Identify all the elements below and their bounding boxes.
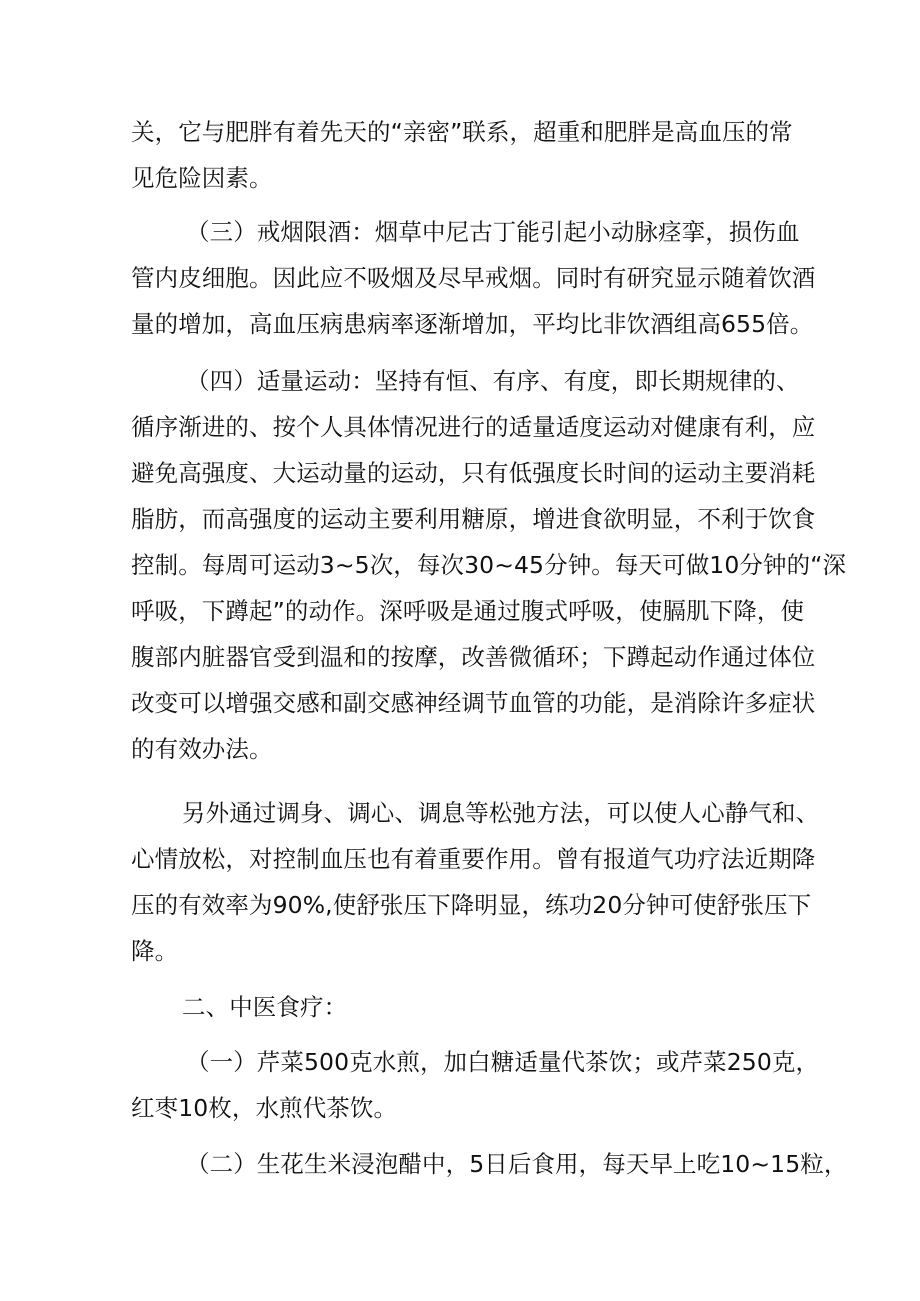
text-line: 呼吸，下蹲起”的动作。深呼吸是通过腹式呼吸，使膈肌下降，使 — [131, 597, 805, 625]
text-line: 避免高强度、大运动量的运动，只有低强度长时间的运动主要消耗 — [131, 459, 816, 487]
text-line: 管内皮细胞。因此应不吸烟及尽早戒烟。同时有研究显示随着饮酒 — [131, 264, 816, 292]
text-line: 控制。每周可运动3~5次，每次30~45分钟。每天可做10分钟的“深 — [131, 551, 847, 579]
text-line: 脂肪，而高强度的运动主要利用糖原，增进食欲明显，不利于饮食 — [131, 505, 816, 533]
section-heading: 二、中医食疗： — [182, 993, 348, 1021]
text-line: 另外通过调身、调心、调息等松弛方法，可以使人心静气和、 — [182, 799, 820, 827]
text-line: 见危险因素。 — [131, 164, 273, 192]
text-line: 腹部内脏器官受到温和的按摩，改善微循环；下蹲起动作通过体位 — [131, 643, 816, 671]
text-line: 改变可以增强交感和副交感神经调节血管的功能，是消除许多症状 — [131, 689, 816, 717]
text-line: 压的有效率为90%,使舒张压下降明显，练功20分钟可使舒张压下 — [131, 891, 812, 919]
text-line: 红枣10枚，水煎代茶饮。 — [131, 1094, 398, 1122]
text-line: 量的增加，高血压病患病率逐渐增加，平均比非饮酒组高655倍。 — [131, 310, 814, 338]
text-line: 的有效办法。 — [131, 735, 273, 763]
text-line: （四）适量运动：坚持有恒、有序、有度，即长期规律的、 — [186, 367, 800, 395]
text-line: （三）戒烟限酒：烟草中尼古丁能引起小动脉痉挛，损伤血 — [186, 218, 800, 246]
text-line: 降。 — [131, 937, 179, 965]
text-line: （二）生花生米浸泡醋中，5日后食用，每天早上吃10~15粒， — [186, 1150, 848, 1178]
text-line: 关，它与肥胖有着先天的“亲密”联系，超重和肥胖是高血压的常 — [131, 118, 793, 146]
text-line: 心情放松，对控制血压也有着重要作用。曾有报道气功疗法近期降 — [131, 845, 816, 873]
text-line: 循序渐进的、按个人具体情况进行的适量适度运动对健康有利，应 — [131, 413, 816, 441]
text-line: （一）芹菜500克水煎，加白糖适量代茶饮；或芹菜250克， — [186, 1048, 820, 1076]
